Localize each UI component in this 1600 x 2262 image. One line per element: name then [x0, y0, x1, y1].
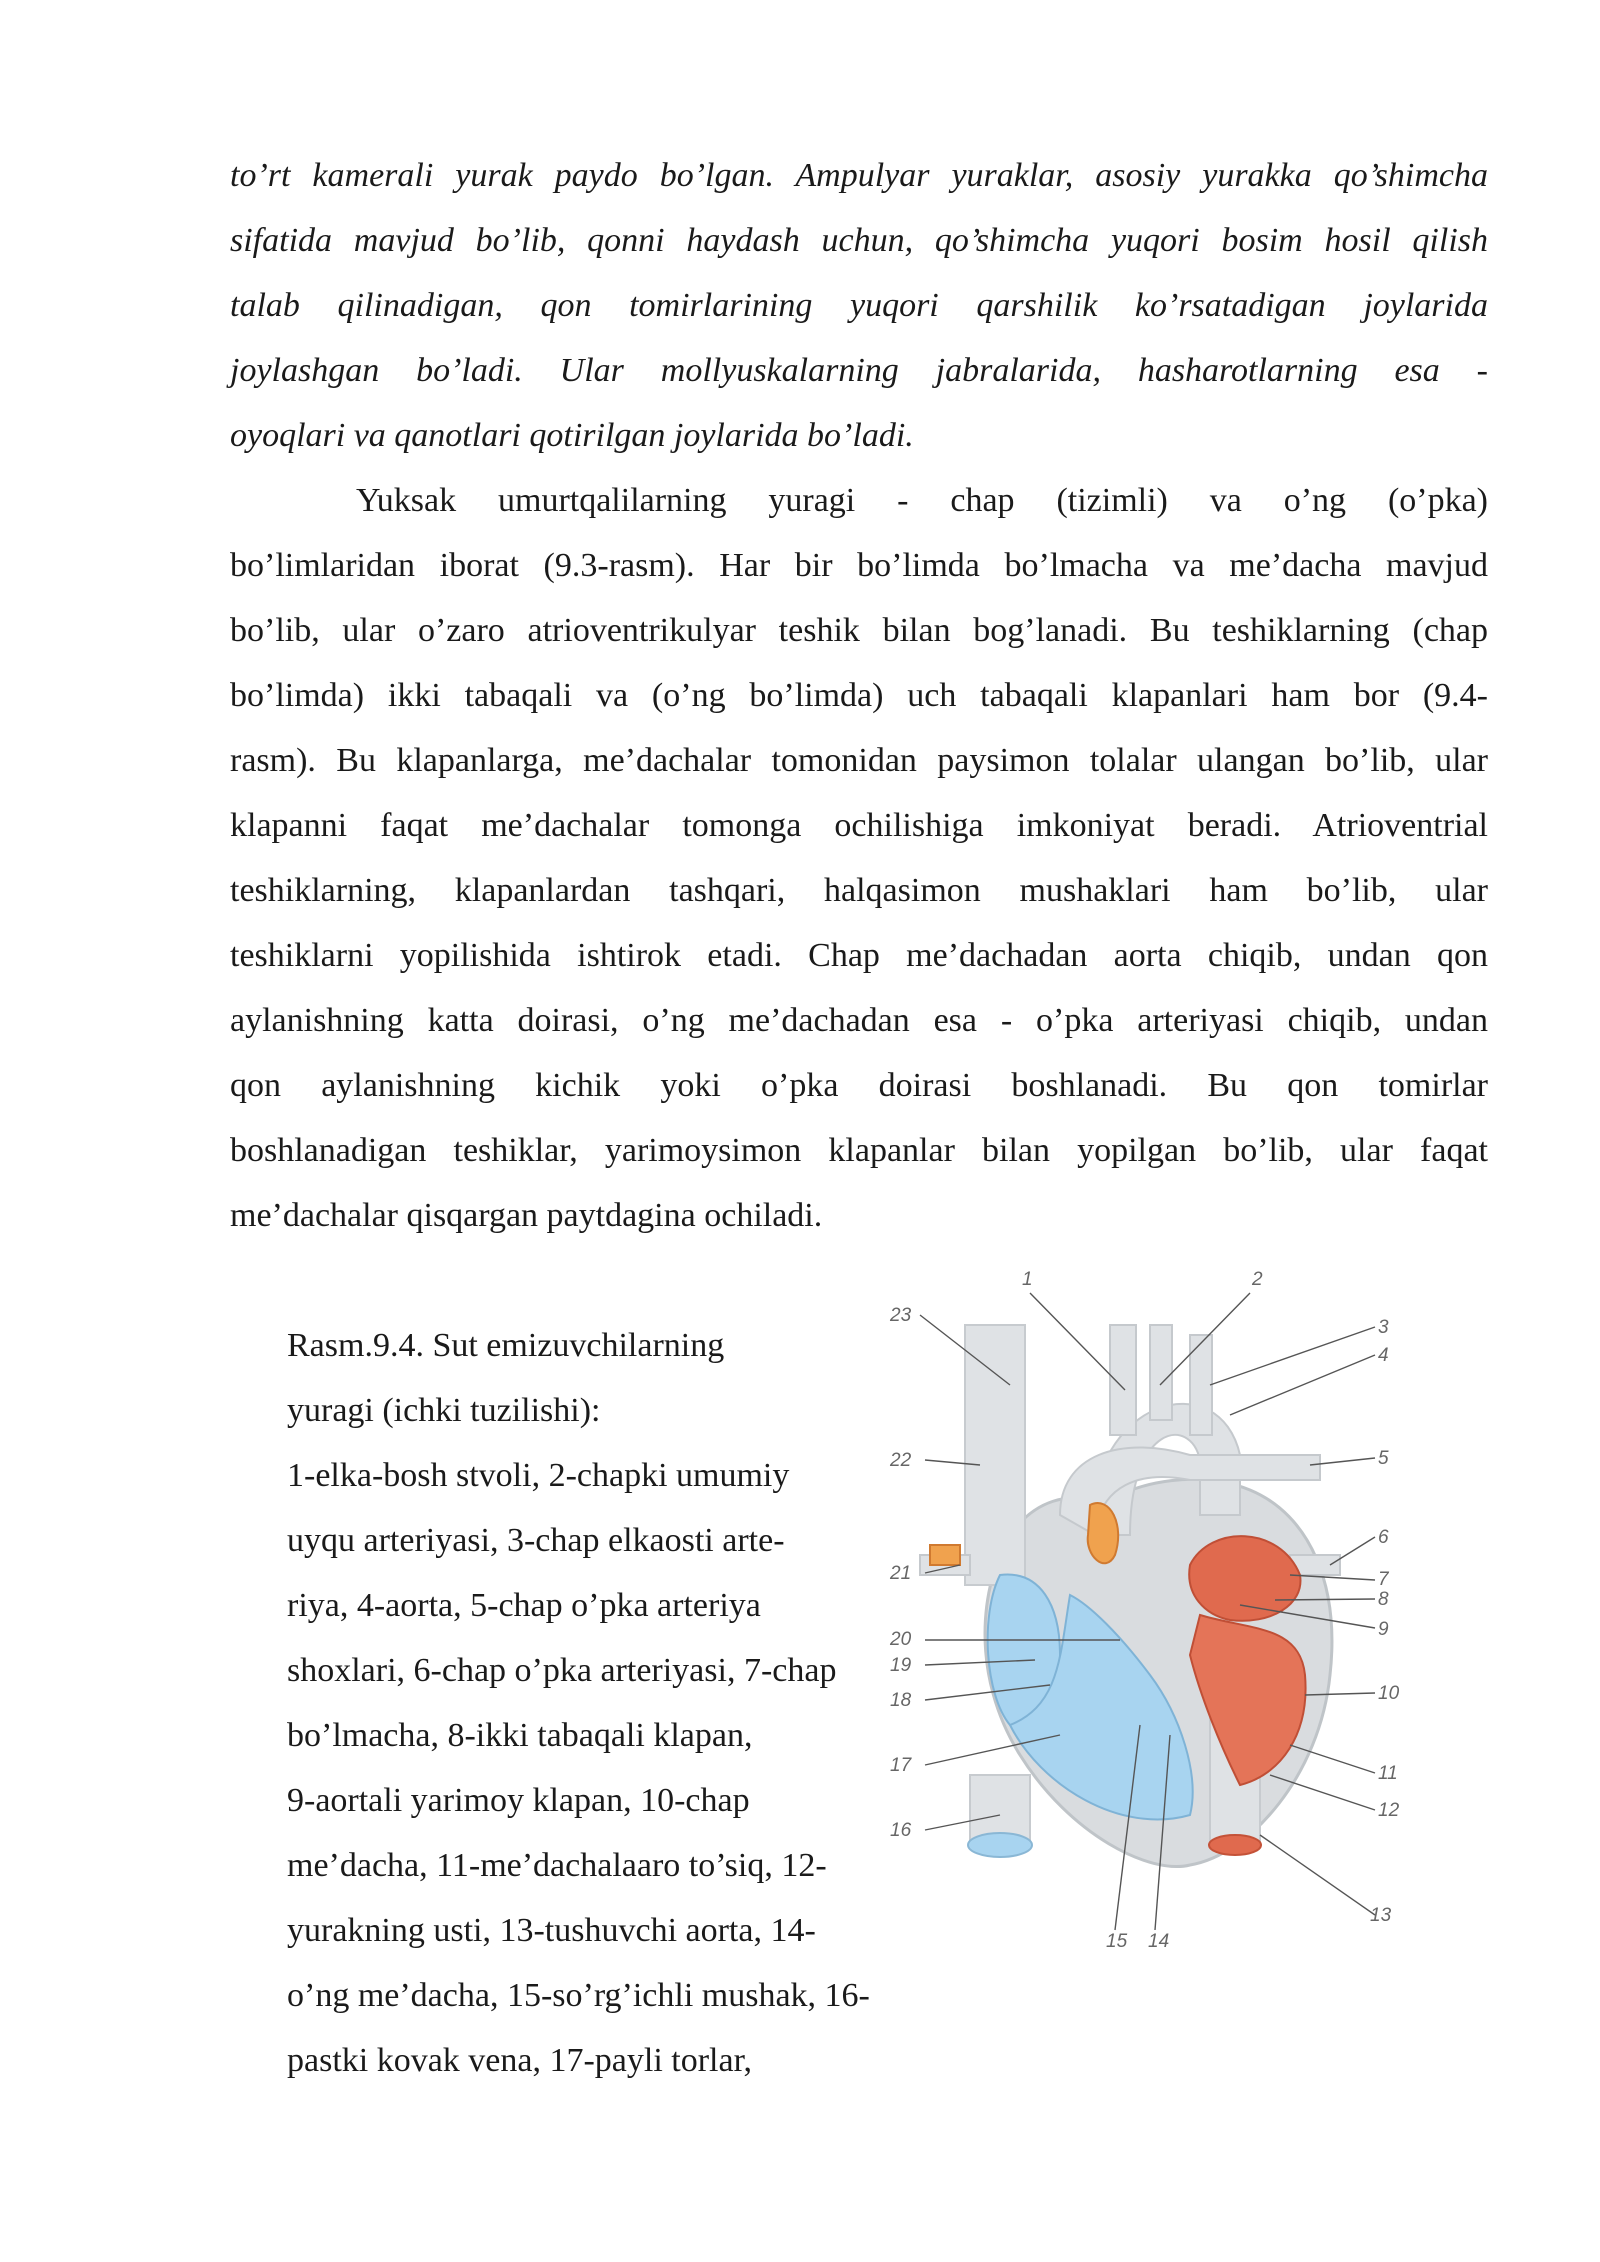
label-4: 4 — [1378, 1345, 1389, 1366]
caption-line: bo’lmacha, 8-ikki tabaqali klapan, — [287, 1717, 753, 1754]
label-6: 6 — [1378, 1527, 1389, 1548]
label-16: 16 — [890, 1820, 912, 1841]
label-18: 18 — [890, 1690, 912, 1711]
p1-line: talab qilinadigan, qon tomirlarining yuqori qarshilik ko’rsatadigan joylarida — [230, 287, 1488, 324]
venous-inlet — [930, 1545, 960, 1565]
inferior-vena-cava-opening — [968, 1833, 1032, 1857]
label-8: 8 — [1378, 1589, 1389, 1610]
caption-line: uyqu arteriyasi, 3-chap elkaosti arte- — [287, 1522, 785, 1559]
caption-line: yuragi (ichki tuzilishi): — [287, 1392, 601, 1429]
brachiocephalic-trunk — [1110, 1325, 1136, 1435]
label-10: 10 — [1378, 1683, 1400, 1704]
p1-line: sifatida mavjud bo’lib, qonni haydash uchun, qo’shimcha yuqori bosim hosil qilish — [230, 222, 1488, 259]
caption-line: yurakning usti, 13-tushuvchi aorta, 14- — [287, 1912, 816, 1949]
label-11: 11 — [1378, 1763, 1398, 1784]
p2-line: bo’limlaridan iborat (9.3-rasm). Har bir bo’limda bo’lmacha va me’dacha mavjud — [230, 547, 1488, 584]
figure-caption — [287, 1313, 933, 2093]
descending-aorta-opening — [1209, 1835, 1261, 1855]
caption-line: shoxlari, 6-chap o’pka arteriyasi, 7-chap — [287, 1652, 837, 1689]
p2-line: aylanishning katta doirasi, o’ng me’dachadan esa - o’pka arteriyasi chiqib, undan — [230, 1002, 1488, 1039]
p2-line: klapanni faqat me’dachalar tomonga ochilishiga imkoniyat beradi. Atrioventrial — [230, 807, 1488, 844]
caption-line: 1-elka-bosh stvoli, 2-chapki umumiy — [287, 1457, 790, 1494]
caption-line: me’dacha, 11-me’dachalaaro to’siq, 12- — [287, 1847, 827, 1884]
label-12: 12 — [1378, 1800, 1400, 1821]
label-20: 20 — [890, 1629, 912, 1650]
caption-line: o’ng me’dacha, 15-so’rg’ichli mushak, 16- — [287, 1977, 870, 2014]
left-carotid-artery — [1150, 1325, 1172, 1420]
label-3: 3 — [1378, 1317, 1389, 1338]
label-1: 1 — [1022, 1269, 1033, 1290]
p2-line: me’dachalar qisqargan paytdagina ochiladi. — [230, 1197, 823, 1234]
label-21: 21 — [890, 1563, 912, 1584]
p2-line: bo’lib, ular o’zaro atrioventrikulyar teshik bilan bog’lanadi. Bu teshiklarning (chap — [230, 612, 1488, 649]
p2-line: teshiklarning, klapanlardan tashqari, halqasimon mushaklari ham bo’lib, ular — [230, 872, 1488, 909]
p1-line: oyoqlari va qanotlari qotirilgan joylarida bo’ladi. — [230, 417, 914, 454]
caption-line: pastki kovak vena, 17-payli torlar, — [287, 2042, 753, 2079]
label-15: 15 — [1106, 1931, 1128, 1952]
caption-line: Rasm.9.4. Sut emizuvchilarning — [287, 1327, 725, 1364]
label-9: 9 — [1378, 1619, 1389, 1640]
label-19: 19 — [890, 1655, 912, 1676]
p1-line: joylashgan bo’ladi. Ular mollyuskalarning jabralarida, hasharotlarning esa - — [230, 352, 1488, 389]
p2-line: boshlanadigan teshiklar, yarimoysimon klapanlar bilan yopilgan bo’lib, ular faqat — [230, 1132, 1488, 1169]
p1-line: to’rt kamerali yurak paydo bo’lgan. Ampulyar yuraklar, asosiy yurakka qo’shimcha — [230, 157, 1488, 194]
label-5: 5 — [1378, 1448, 1389, 1469]
label-22: 22 — [890, 1450, 912, 1471]
label-14: 14 — [1148, 1931, 1170, 1952]
label-23: 23 — [890, 1305, 912, 1326]
paragraph-1 — [230, 143, 1488, 468]
p2-line: qon aylanishning kichik yoki o’pka doirasi boshlanadi. Bu qon tomirlar — [230, 1067, 1488, 1104]
p2-line: teshiklarni yopilishida ishtirok etadi. Chap me’dachadan aorta chiqib, undan qon — [230, 937, 1488, 974]
label-17: 17 — [890, 1755, 912, 1776]
p2-line: Yuksak umurtqalilarning yuragi - chap (tizimli) va o’ng (o’pka) — [356, 482, 1488, 519]
superior-vena-cava — [965, 1325, 1025, 1585]
caption-line: 9-aortali yarimoy klapan, 10-chap — [287, 1782, 750, 1819]
caption-line: riya, 4-aorta, 5-chap o’pka arteriya — [287, 1587, 761, 1624]
label-7: 7 — [1378, 1569, 1389, 1590]
p2-line: rasm). Bu klapanlarga, me’dachalar tomonidan paysimon tolalar ulangan bo’lib, ular — [230, 742, 1488, 779]
heart-diagram — [860, 1255, 1420, 1955]
p2-line: bo’limda) ikki tabaqali va (o’ng bo’limda) uch tabaqali klapanlari ham bor (9.4- — [230, 677, 1488, 714]
paragraph-2 — [230, 468, 1488, 1248]
label-13: 13 — [1370, 1905, 1392, 1926]
label-2: 2 — [1252, 1269, 1263, 1290]
